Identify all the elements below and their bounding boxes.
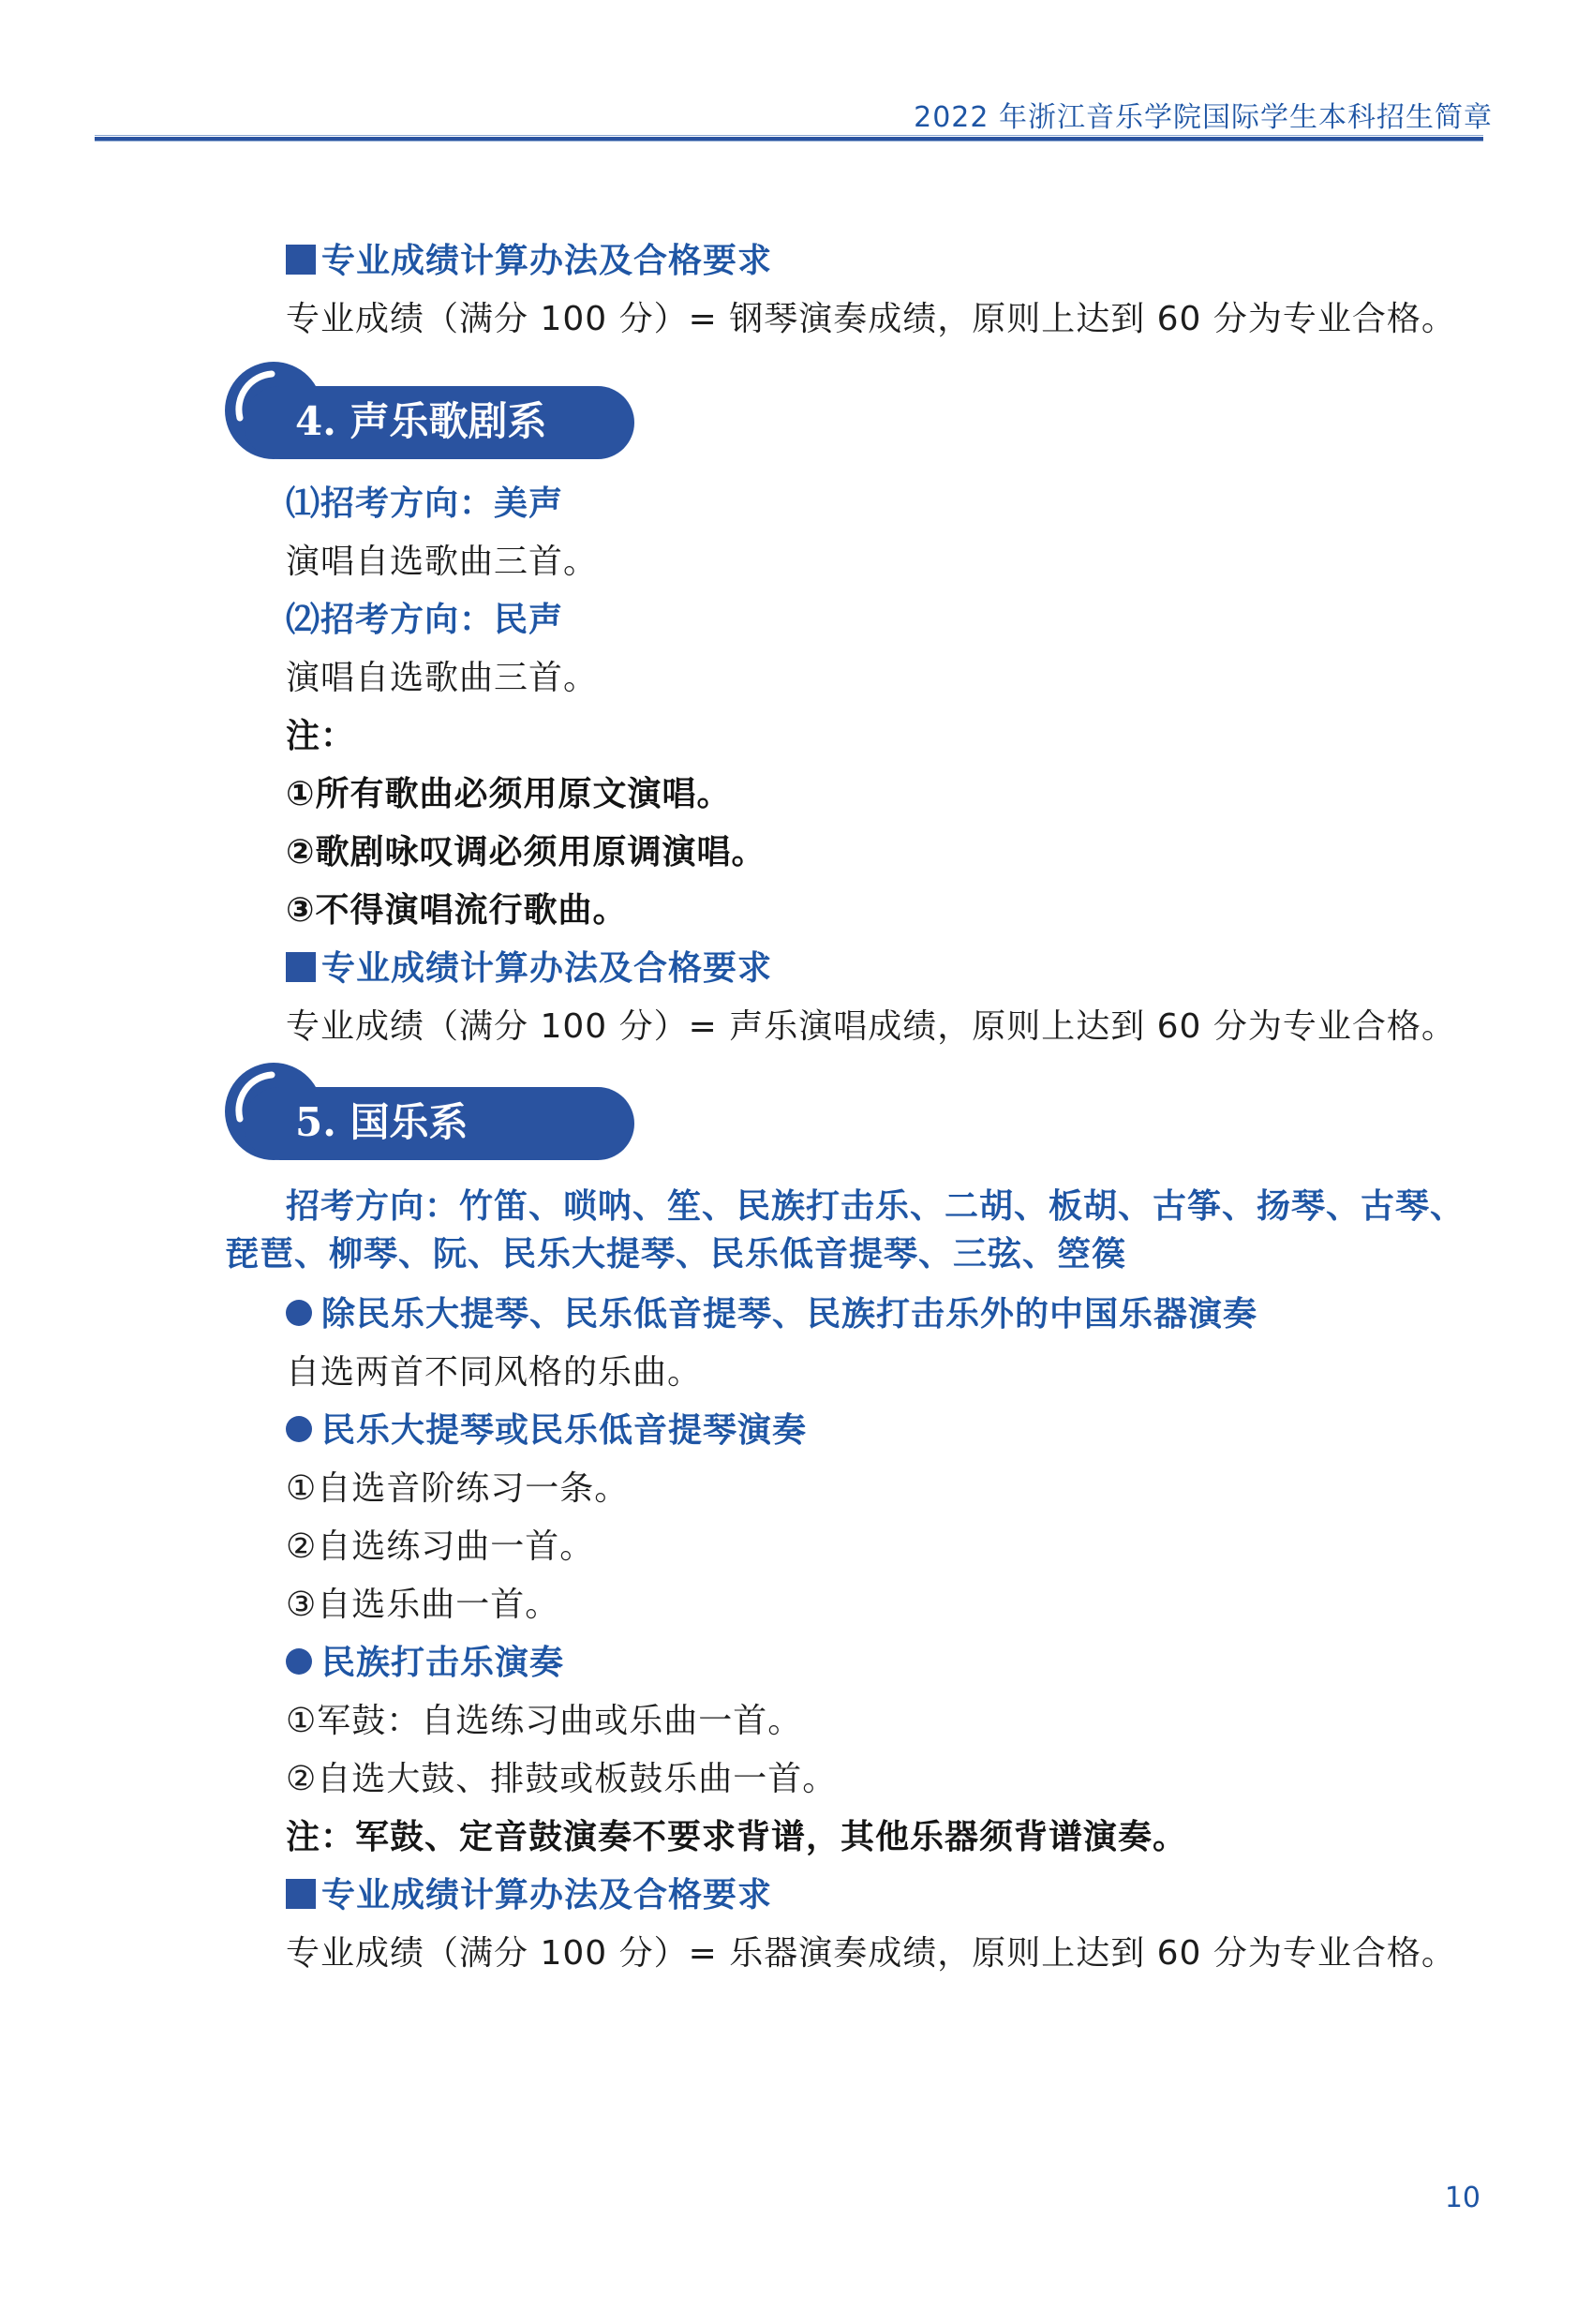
vocal-note-item: ①所有歌曲必须用原文演唱。 (286, 775, 732, 813)
guoyue-subsection3-heading (286, 1641, 1577, 1685)
circle-bullet-icon (286, 1648, 312, 1675)
page-number: 10 (1444, 2182, 1480, 2214)
vocal-result-heading (286, 946, 1577, 991)
vocal-direction2-heading: ⑵招考方向：民声 (286, 601, 564, 639)
square-bullet-icon (286, 1879, 316, 1909)
guoyue-result-heading (286, 1873, 1577, 1917)
page-content (0, 239, 1577, 1989)
vocal-direction1-heading: ⑴招考方向：美声 (286, 484, 564, 523)
section-badge-label: 5. 国乐系 (295, 1099, 469, 1145)
guoyue-subsection1-heading (286, 1292, 1577, 1336)
guoyue-note-text: 注：军鼓、定音鼓演奏不要求背谱，其他乐器须背谱演奏。 (286, 1818, 1188, 1856)
guoyue-subsection1-heading-label: 除民乐大提琴、民乐低音提琴、民族打击乐外的中国乐器演奏 (321, 1295, 1258, 1333)
circle-bullet-icon (286, 1416, 312, 1442)
vocal-notes-label: 注： (286, 717, 356, 755)
section-badge-guoyue (225, 1063, 634, 1160)
page-header-title: 2022 年浙江音乐学院国际学生本科招生简章 (914, 101, 1493, 134)
piano-result-text: 专业成绩（满分 100 分）= 钢琴演奏成绩，原则上达到 60 分为专业合格。 (286, 300, 1456, 338)
vocal-direction1-text: 演唱自选歌曲三首。 (286, 543, 599, 581)
vocal-result-heading-label: 专业成绩计算办法及合格要求 (321, 949, 773, 988)
section-badge-label: 4. 声乐歌剧系 (295, 398, 547, 444)
guoyue-subsection3-heading-label: 民族打击乐演奏 (321, 1644, 565, 1682)
guoyue-directions-text: 招考方向：竹笛、唢呐、笙、民族打击乐、二胡、板胡、古筝、扬琴、古琴、琵琶、柳琴、阮、民乐大提琴、民乐低音提琴、三弦、箜篌 (225, 1187, 1465, 1274)
guoyue-subsection3-item: ②自选大鼓、排鼓或板鼓乐曲一首。 (286, 1760, 838, 1798)
guoyue-result-text: 专业成绩（满分 100 分）= 乐器演奏成绩，原则上达到 60 分为专业合格。 (286, 1934, 1456, 1973)
square-bullet-icon (286, 952, 316, 982)
guoyue-result-heading-label: 专业成绩计算办法及合格要求 (321, 1876, 773, 1914)
vocal-direction2-text: 演唱自选歌曲三首。 (286, 659, 599, 697)
guoyue-subsection2-heading-label: 民乐大提琴或民乐低音提琴演奏 (321, 1411, 808, 1450)
piano-result-heading (286, 239, 1577, 283)
guoyue-subsection2-item: ①自选音阶练习一条。 (286, 1469, 630, 1508)
guoyue-subsection3-item: ①军鼓：自选练习曲或乐曲一首。 (286, 1702, 803, 1740)
guoyue-subsection2-item: ③自选乐曲一首。 (286, 1586, 560, 1624)
guoyue-subsection2-item: ②自选练习曲一首。 (286, 1527, 595, 1566)
square-bullet-icon (286, 245, 316, 275)
vocal-note-item: ③不得演唱流行歌曲。 (286, 891, 628, 930)
vocal-note-item: ②歌剧咏叹调必须用原调演唱。 (286, 833, 766, 872)
guoyue-subsection1-text: 自选两首不同风格的乐曲。 (286, 1353, 703, 1392)
piano-result-heading-label: 专业成绩计算办法及合格要求 (321, 242, 773, 280)
guoyue-subsection2-heading (286, 1408, 1577, 1452)
header-divider (95, 135, 1483, 142)
circle-bullet-icon (286, 1300, 312, 1326)
section-badge-vocal-opera (225, 362, 634, 459)
vocal-result-text: 专业成绩（满分 100 分）= 声乐演唱成绩，原则上达到 60 分为专业合格。 (286, 1007, 1456, 1046)
